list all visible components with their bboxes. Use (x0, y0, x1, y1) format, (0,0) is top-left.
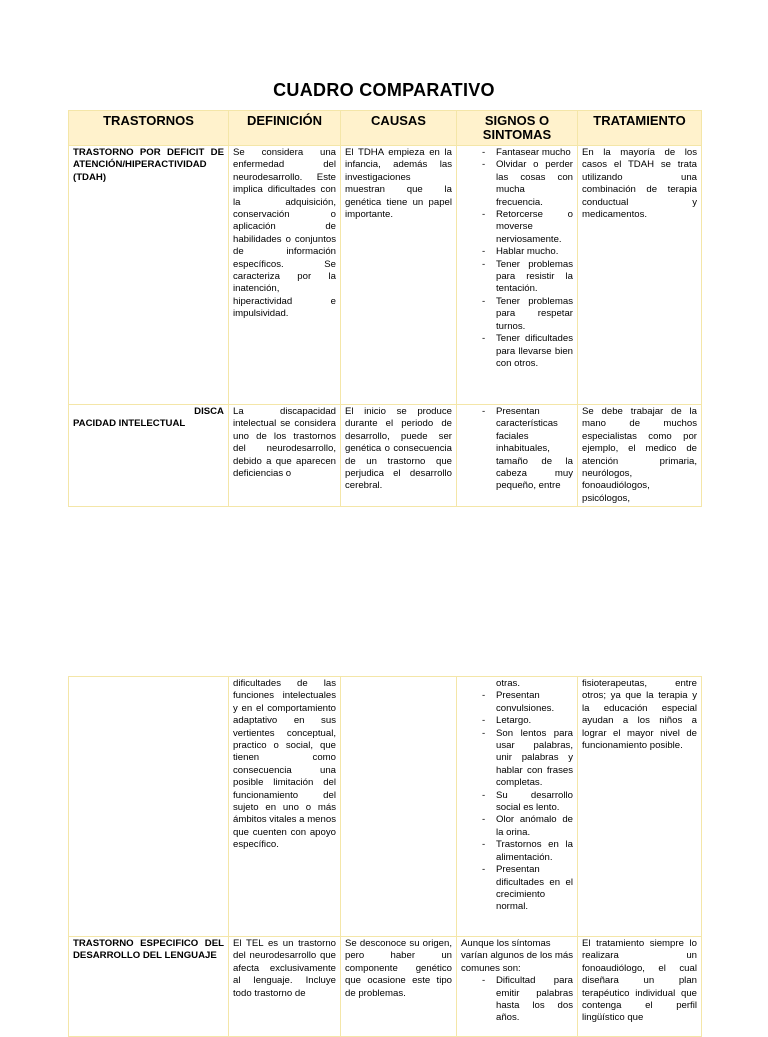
list-item: - Presentan convulsiones. (461, 690, 573, 715)
row-name: TRASTORNO POR DEFICIT DE ATENCIÓN/HIPERACTIVIDAD (TDAH) (69, 146, 229, 405)
list-item: - Olvidar o perder las cosas con mucha frecuencia. (461, 159, 573, 209)
table-row (69, 677, 702, 937)
row-definicion: La discapacidad intelectual se considera uno de los trastornos del neurodesarrollo, debido a que aparecen deficiencias o (229, 405, 341, 507)
list-item: - Tener problemas para respetar turnos. (461, 296, 573, 333)
row-causas: Se desconoce su origen, pero haber un componente genético que ocasione este tipo de problemas. (341, 937, 457, 1037)
list-item: - Tener problemas para resistir la tentación. (461, 259, 573, 296)
list-item: - Tener dificultades para llevarse bien con otros. (461, 333, 573, 370)
row-tratamiento: El tratamiento siempre lo realizara un fonoaudiólogo, el cual diseñara un plan terapéutico individual que contenga el perfil lingüístico que (578, 937, 702, 1037)
row-name: DISCA PACIDAD INTELECTUAL (69, 405, 229, 507)
list-item: - Olor anómalo de la orina. (461, 814, 573, 839)
row-definicion: El TEL es un trastorno del neurodesarrollo que afecta exclusivamente al lenguaje. Incluye todo trastorno de (229, 937, 341, 1037)
list-item: - Retorcerse o moverse nerviosamente. (461, 209, 573, 246)
list-item: - Fantasear mucho (461, 147, 573, 159)
table-header-row (69, 111, 702, 146)
row-signos (457, 146, 578, 405)
list-item: - Hablar mucho. (461, 246, 573, 258)
row-signos: Aunque los síntomas varían algunos de los más comunes son: - Dificultad para emitir palabras hasta los dos años. (457, 937, 578, 1037)
row-name: TRASTORNO ESPECIFICO DEL DESARROLLO DEL LENGUAJE (69, 937, 229, 1037)
list-item: - Presentan características faciales inhabituales, tamaño de la cabeza muy pequeño, entre (461, 406, 573, 493)
list-item: - Presentan dificultades en el crecimiento normal. (461, 864, 573, 914)
header-trastornos: TRASTORNOS (69, 111, 229, 146)
row-tratamiento: Se debe trabajar de la mano de muchos especialistas como por ejemplo, el medico de atención primaria, neurólogos, fonoaudiólogos, psicólogos, (578, 405, 702, 507)
row-name (69, 677, 229, 937)
row-tratamiento: En la mayoría de los casos el TDAH se trata utilizando una combinación de terapia conductual y medicamentos. (578, 146, 702, 405)
table-row (69, 937, 702, 1037)
row-causas (341, 677, 457, 937)
row-definicion: dificultades de las funciones intelectuales y en el comportamiento adaptativo en sus vertientes conceptual, practico o social, que tienen como consecuencia una posible limitación del funcionamiento del sujeto en uno o más ámbitos vitales a menos que cuenten con apoyo específico. (229, 677, 341, 937)
list-item: - Trastornos en la alimentación. (461, 839, 573, 864)
row-signos (457, 405, 578, 507)
row-signos: otras. - Presentan convulsiones. - Letargo. - Son lentos para usar palabras, unir palabras y hablar con frases completas. - Su desarrollo social es lento. - Olor anómalo de la orina. - Trastornos en la alimentación. - Presentan dificultades en el crecimiento normal. (457, 677, 578, 937)
header-definicion: DEFINICIÓN (229, 111, 341, 146)
page-title: CUADRO COMPARATIVO (273, 80, 495, 100)
header-signos: SIGNOS O SINTOMAS (457, 111, 578, 146)
row-causas: El TDHA empieza en la infancia, además las investigaciones muestran que la genética tiene un papel importante. (341, 146, 457, 405)
row-causas: El inicio se produce durante el periodo de desarrollo, puede ser genética o consecuencia de un trastorno que perjudica el desarrollo cerebral. (341, 405, 457, 507)
list-item: - Letargo. (461, 715, 573, 727)
header-causas: CAUSAS (341, 111, 457, 146)
table-row (69, 405, 702, 507)
list-item: - Dificultad para emitir palabras hasta los dos años. (461, 975, 573, 1025)
table-row (69, 146, 702, 405)
list-item: - Su desarrollo social es lento. (461, 790, 573, 815)
row-definicion: Se considera una enfermedad del neurodesarrollo. Este implica dificultades con la adquisición, conservación o aplicación de habilidades o conjuntos de información específicos. Se caracteriza por la inatención, hiperactividad e impulsividad. (229, 146, 341, 405)
header-tratamiento: TRATAMIENTO (578, 111, 702, 146)
comparison-table-continued (68, 676, 702, 1037)
list-item: - Son lentos para usar palabras, unir palabras y hablar con frases completas. (461, 728, 573, 790)
row-tratamiento: fisioterapeutas, entre otros; ya que la terapia y la educación especial ayudan a los niños a lograr el mayor nivel de funcionamiento posible. (578, 677, 702, 937)
comparison-table (68, 110, 702, 507)
